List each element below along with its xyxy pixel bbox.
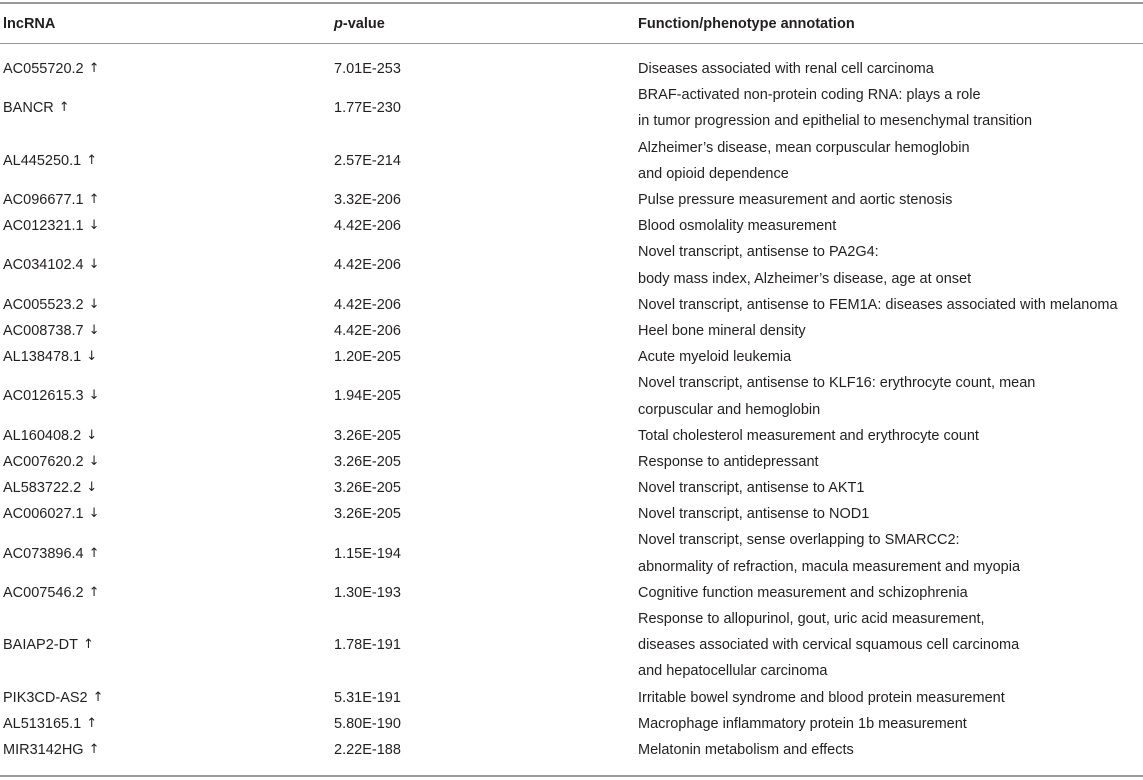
cell-lncrna [3, 187, 100, 213]
lncrna-name: AL160408.2 [3, 427, 82, 444]
table-row [0, 711, 1143, 737]
cell-lncrna [3, 449, 100, 475]
up-arrow-icon: ↑ [88, 61, 100, 76]
function-line: diseases associated with cervical squamous cell carcinoma [638, 637, 1020, 654]
up-arrow-icon: ↑ [88, 741, 100, 757]
function-line: abnormality of refraction, macula measurement and myopia [638, 558, 1021, 575]
cell-p-value: 1.77E-230 [334, 100, 401, 117]
cell-function [638, 423, 979, 449]
lncrna-name: AC005523.2 [3, 296, 84, 313]
cell-lncrna [3, 213, 100, 239]
cell-function [638, 501, 869, 527]
cell-lncrna [3, 685, 104, 711]
function-line: Pulse pressure measurement and aortic stenosis [638, 191, 953, 208]
lncrna-name: PIK3CD-AS2 [3, 689, 88, 706]
table-row [0, 580, 1143, 606]
header-p-value [334, 16, 385, 32]
table-row [0, 239, 1143, 291]
cell-lncrna [3, 737, 100, 763]
cell-function [638, 370, 1035, 422]
table-row [0, 685, 1143, 711]
down-arrow-icon: ↓ [88, 296, 100, 312]
cell-p-value: 5.80E-190 [334, 715, 401, 732]
cell-p-value: 3.26E-205 [334, 427, 401, 444]
lncrna-name: AL583722.2 [3, 480, 82, 497]
function-line: body mass index, Alzheimer’s disease, age at onset [638, 270, 972, 287]
cell-lncrna [3, 527, 100, 579]
down-arrow-icon: ↓ [86, 349, 98, 365]
cell-function [638, 606, 1019, 685]
cell-p-value: 4.42E-206 [334, 218, 401, 235]
cell-lncrna [3, 239, 100, 291]
lncrna-name: AC096677.1 [3, 191, 84, 208]
table-body [0, 56, 1143, 763]
cell-p-value: 1.15E-194 [334, 545, 401, 562]
header-p-italic: p [334, 16, 343, 32]
cell-p-value: 3.26E-205 [334, 480, 401, 497]
cell-function [638, 685, 1005, 711]
cell-function [638, 213, 836, 239]
function-line: Macrophage inflammatory protein 1b measurement [638, 715, 967, 732]
function-line: Blood osmolality measurement [638, 218, 837, 235]
function-line: Acute myeloid leukemia [638, 349, 792, 366]
cell-lncrna [3, 344, 97, 370]
cell-lncrna [3, 318, 100, 344]
cell-lncrna [3, 56, 100, 82]
table-row [0, 370, 1143, 422]
up-arrow-icon: ↑ [58, 100, 70, 116]
function-line: and hepatocellular carcinoma [638, 663, 828, 680]
function-line: Irritable bowel syndrome and blood protein measurement [638, 689, 1005, 706]
table-row [0, 527, 1143, 579]
function-line: Total cholesterol measurement and erythrocyte count [638, 427, 979, 444]
cell-p-value: 3.26E-205 [334, 453, 401, 470]
cell-lncrna [3, 370, 100, 422]
table-header-rule [0, 43, 1143, 44]
lncrna-name: MIR3142HG [3, 741, 84, 758]
function-line: in tumor progression and epithelial to mesenchymal transition [638, 113, 1033, 130]
table-row [0, 737, 1143, 763]
cell-function [638, 527, 1020, 579]
table-row [0, 213, 1143, 239]
header-lncrna: lncRNA [3, 16, 56, 32]
lncrna-name: AL513165.1 [3, 715, 82, 732]
table-row [0, 423, 1143, 449]
cell-function [638, 292, 1118, 318]
cell-p-value: 3.32E-206 [334, 191, 401, 208]
down-arrow-icon: ↓ [88, 453, 100, 469]
table-row [0, 82, 1143, 134]
function-line: Response to antidepressant [638, 453, 819, 470]
cell-p-value: 2.57E-214 [334, 152, 401, 169]
lncrna-name: AC012321.1 [3, 218, 84, 235]
function-line: Novel transcript, antisense to AKT1 [638, 480, 865, 497]
function-line: and opioid dependence [638, 165, 789, 182]
lncrna-name: AC007546.2 [3, 584, 84, 601]
cell-p-value: 4.42E-206 [334, 296, 401, 313]
function-line: Diseases associated with renal cell carcinoma [638, 61, 934, 77]
up-arrow-icon: ↑ [86, 715, 98, 731]
lncrna-name: BAIAP2-DT [3, 637, 78, 654]
cell-function [638, 737, 854, 763]
cell-function [638, 56, 934, 82]
cell-p-value: 1.20E-205 [334, 349, 401, 366]
lncrna-name: AC073896.4 [3, 545, 84, 562]
up-arrow-icon: ↑ [86, 152, 98, 168]
table-row [0, 449, 1143, 475]
down-arrow-icon: ↓ [86, 480, 98, 496]
down-arrow-icon: ↓ [88, 257, 100, 273]
up-arrow-icon: ↑ [88, 584, 100, 600]
function-line: Melatonin metabolism and effects [638, 741, 854, 758]
cell-p-value: 4.42E-206 [334, 257, 401, 274]
table-row [0, 187, 1143, 213]
table-row [0, 56, 1143, 82]
cell-function [638, 475, 864, 501]
down-arrow-icon: ↓ [88, 218, 100, 234]
cell-p-value: 2.22E-188 [334, 741, 401, 758]
table-row [0, 135, 1143, 187]
function-line: BRAF-activated non-protein coding RNA: plays a role [638, 87, 981, 104]
up-arrow-icon: ↑ [92, 689, 104, 705]
cell-function [638, 82, 1032, 134]
cell-p-value: 1.30E-193 [334, 584, 401, 601]
cell-function [638, 187, 952, 213]
cell-function [638, 711, 967, 737]
down-arrow-icon: ↓ [86, 427, 98, 443]
cell-lncrna [3, 423, 97, 449]
function-line: Heel bone mineral density [638, 322, 806, 339]
table-row [0, 606, 1143, 685]
lncrna-name: AC008738.7 [3, 322, 84, 339]
lncrna-name: AC012615.3 [3, 388, 84, 405]
cell-lncrna [3, 475, 97, 501]
lncrna-name: AL445250.1 [3, 152, 82, 169]
function-line: Novel transcript, antisense to NOD1 [638, 506, 870, 523]
up-arrow-icon: ↑ [88, 545, 100, 561]
cell-p-value: 7.01E-253 [334, 61, 401, 77]
up-arrow-icon: ↑ [88, 191, 100, 207]
cell-lncrna [3, 711, 97, 737]
function-line: Cognitive function measurement and schizophrenia [638, 584, 968, 601]
down-arrow-icon: ↓ [88, 322, 100, 338]
function-line: Alzheimer’s disease, mean corpuscular hemoglobin [638, 139, 970, 156]
table-row [0, 501, 1143, 527]
lncrna-name: AC006027.1 [3, 506, 84, 523]
function-line: Response to allopurinol, gout, uric acid measurement, [638, 611, 985, 628]
function-line: Novel transcript, antisense to PA2G4: [638, 244, 879, 261]
function-line: Novel transcript, antisense to KLF16: erythrocyte count, mean [638, 375, 1036, 392]
table-bottom-rule [0, 775, 1143, 777]
cell-function [638, 318, 806, 344]
cell-function [638, 239, 971, 291]
cell-function [638, 344, 791, 370]
header-function: Function/phenotype annotation [638, 16, 855, 32]
lncrna-name: AC007620.2 [3, 453, 84, 470]
table-row [0, 318, 1143, 344]
cell-lncrna [3, 135, 97, 187]
lncrna-name: AC055720.2 [3, 61, 84, 77]
lncrna-name: AC034102.4 [3, 257, 84, 274]
cell-p-value: 1.78E-191 [334, 637, 401, 654]
table-row [0, 344, 1143, 370]
cell-p-value: 5.31E-191 [334, 689, 401, 706]
header-p-suffix: -value [342, 16, 385, 32]
cell-lncrna [3, 292, 100, 318]
up-arrow-icon: ↑ [82, 637, 94, 653]
table-row [0, 292, 1143, 318]
cell-lncrna [3, 82, 70, 134]
lncrna-name: BANCR [3, 100, 54, 117]
cell-p-value: 4.42E-206 [334, 322, 401, 339]
cell-p-value: 3.26E-205 [334, 506, 401, 523]
function-line: corpuscular and hemoglobin [638, 401, 821, 418]
cell-function [638, 580, 968, 606]
cell-lncrna [3, 580, 100, 606]
cell-function [638, 449, 819, 475]
cell-lncrna [3, 501, 100, 527]
cell-p-value: 1.94E-205 [334, 388, 401, 405]
down-arrow-icon: ↓ [88, 506, 100, 522]
lncrna-name: AL138478.1 [3, 349, 82, 366]
function-line: Novel transcript, sense overlapping to SMARCC2: [638, 532, 960, 549]
cell-function [638, 135, 970, 187]
function-line: Novel transcript, antisense to FEM1A: diseases associated with melanoma [638, 296, 1118, 313]
down-arrow-icon: ↓ [88, 388, 100, 404]
cell-lncrna [3, 606, 94, 685]
table-header [0, 4, 1143, 43]
table-row [0, 475, 1143, 501]
